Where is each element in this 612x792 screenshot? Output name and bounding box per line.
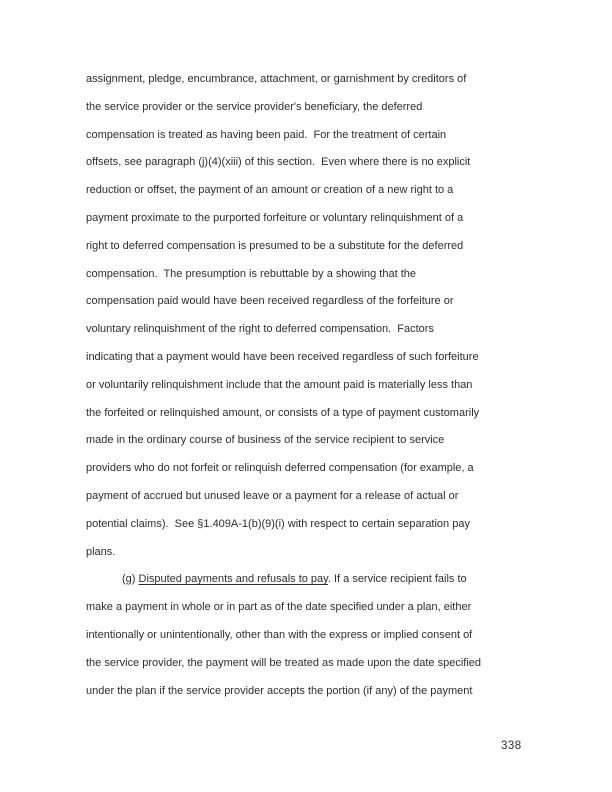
text-line: intentionally or unintentionally, other than with the express or implied consent of xyxy=(86,628,473,641)
text-line: the service provider, the payment will be treated as made upon the date specified xyxy=(86,656,482,669)
text-line: compensation paid would have been received regardless of the forfeiture or xyxy=(86,295,454,308)
text-line: payment proximate to the purported forfeiture or voluntary relinquishment of a xyxy=(86,211,464,224)
paragraph-g-heading: Disputed payments and refusals to pay xyxy=(138,573,328,586)
text-line: reduction or offset, the payment of an amount or creation of a new right to a xyxy=(86,184,454,197)
text-line: made in the ordinary course of business of the service recipient to service xyxy=(86,434,445,447)
text-line: under the plan if the service provider accepts the portion (if any) of the payment xyxy=(86,684,473,697)
paragraph-continuation xyxy=(86,66,566,566)
text-line: payment of accrued but unused leave or a payment for a release of actual or xyxy=(86,489,459,502)
text-line: plans. xyxy=(86,545,116,558)
text-line: the service provider or the service provider's beneficiary, the deferred xyxy=(86,100,423,113)
paragraph-g-label: (g) xyxy=(122,573,139,586)
page-number: 338 xyxy=(501,740,522,752)
text-line: voluntary relinquishment of the right to deferred compensation. Factors xyxy=(86,323,434,336)
text-line: make a payment in whole or in part as of the date specified under a plan, either xyxy=(86,601,472,614)
text-line: compensation. The presumption is rebuttable by a showing that the xyxy=(86,267,416,280)
text-line: or voluntarily relinquishment include that the amount paid is materially less than xyxy=(86,378,473,391)
text-line: assignment, pledge, encumbrance, attachment, or garnishment by creditors of xyxy=(86,73,467,85)
text-line: potential claims). See §1.409A-1(b)(9)(i) with respect to certain separation pay xyxy=(86,517,470,530)
body-text xyxy=(86,66,566,705)
text-line: the forfeited or relinquished amount, or consists of a type of payment customarily xyxy=(86,406,480,419)
text-line: providers who do not forfeit or relinquish deferred compensation (for example, a xyxy=(86,462,474,475)
text-line: compensation is treated as having been paid. For the treatment of certain xyxy=(86,128,447,141)
paragraph-g-body xyxy=(86,594,566,705)
text-line: offsets, see paragraph (j)(4)(xiii) of this section. Even where there is no explicit xyxy=(86,156,471,169)
text-line: indicating that a payment would have been received regardless of such forfeiture xyxy=(86,350,479,363)
paragraph-g-heading-rest: . If a service recipient fails to xyxy=(327,573,467,586)
paragraph-g-first-line xyxy=(86,566,566,594)
text-line: right to deferred compensation is presumed to be a substitute for the deferred xyxy=(86,239,464,252)
